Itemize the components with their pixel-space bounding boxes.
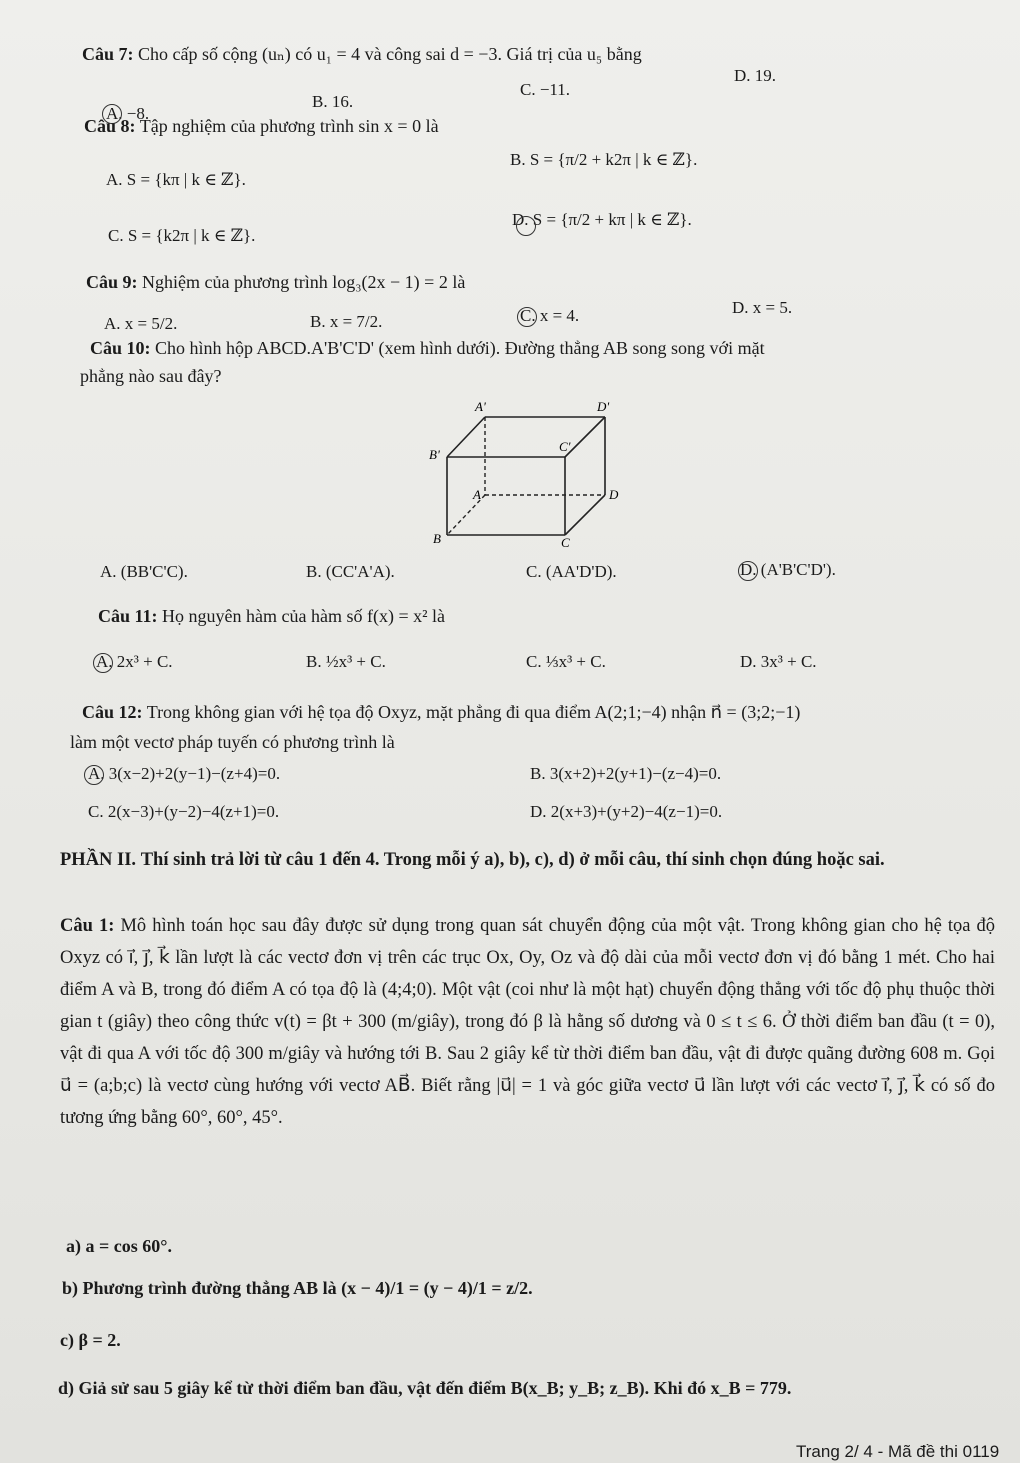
q8-title: Câu 8: — [84, 116, 136, 136]
q8-option-d[interactable]: D. S = {π/2 + kπ | k ∈ ℤ}. — [512, 210, 692, 229]
q8-option-a[interactable]: A. S = {kπ | k ∈ ℤ}. — [106, 170, 246, 189]
q10-text: Cho hình hộp ABCD.A'B'C'D' (xem hình dưới). Đường thẳng AB song song với mặt — [155, 338, 765, 358]
q12-answer-circle — [84, 765, 104, 785]
q8-option-c[interactable]: C. S = {k2π | k ∈ ℤ}. — [108, 226, 256, 245]
c1-statement-a[interactable]: a) a = cos 60°. — [66, 1236, 172, 1256]
part2-intro — [60, 846, 995, 874]
label-b1: B' — [429, 447, 440, 462]
q12-line — [82, 702, 800, 723]
label-d1: D' — [597, 399, 610, 414]
q8-answer-circle — [516, 216, 536, 236]
q12-option-a[interactable]: A. 3(x−2)+2(y−1)−(z+4)=0. — [88, 764, 281, 783]
q10-answer-circle — [738, 561, 758, 581]
part2-text: Thí sinh trả lời từ câu 1 đến 4. Trong mỗi ý a), b), c), d) ở mỗi câu, thí sinh chọn đúng hoặc sai. — [140, 850, 885, 870]
q11-answer-circle — [93, 653, 113, 673]
part2-title: PHẦN II. — [60, 850, 137, 870]
q11-line — [98, 606, 445, 627]
q9-option-a[interactable]: A. x = 5/2. — [104, 314, 178, 333]
q12-option-d[interactable]: D. 2(x+3)+(y+2)−4(z−1)=0. — [530, 802, 723, 821]
q7-option-a[interactable]: A. −8. — [106, 104, 150, 123]
edge-d1-c1 — [565, 417, 605, 457]
label-d: D — [609, 487, 619, 502]
q9-title: Câu 9: — [86, 272, 138, 292]
q10-option-d[interactable]: D. (A'B'C'D'). — [740, 560, 836, 579]
q12-line-2: làm một vectơ pháp tuyến có phương trình là — [70, 732, 395, 752]
c1-title: Câu 1: — [60, 916, 115, 936]
q9-text: Nghiệm của phương trình log₃(2x − 1) = 2 là — [142, 272, 466, 292]
label-b: B — [433, 531, 441, 546]
q12-title: Câu 12: — [82, 702, 143, 722]
q10-title: Câu 10: — [90, 338, 151, 358]
q7-title: Câu 7: — [82, 44, 134, 64]
q11-option-a[interactable]: A. 2x³ + C. — [96, 652, 173, 671]
q9-option-d[interactable]: D. x = 5. — [732, 298, 793, 317]
q11-option-d[interactable]: D. 3x³ + C. — [740, 652, 817, 671]
q12-option-c[interactable]: C. 2(x−3)+(y−2)−4(z+1)=0. — [88, 802, 280, 821]
q10-line-2: phẳng nào sau đây? — [80, 366, 222, 386]
q12-option-b[interactable]: B. 3(x+2)+2(y+1)−(z−4)=0. — [530, 764, 722, 783]
c1-text: Mô hình toán học sau đây được sử dụng trong quan sát chuyển động của một vật. Trong không gian cho hệ tọa độ Oxyz có i⃗, j⃗, k⃗ lần lượt là các vectơ đơn vị trên các trục Ox, Oy, Oz và độ dài của mỗi vectơ đơn vị đó bằng 1 mét. Cho hai điểm A và B, trong đó điểm A có tọa độ là (4;4;0). Một vật (coi như là một hạt) chuyển động thẳng với tốc độ phụ thuộc thời gian t (giây) theo công thức v(t) = βt + 300 (m/giây), trong đó β là hằng số dương và 0 ≤ t ≤ 6. Ở thời điểm ban đầu (t = 0), vật đi qua A với tốc độ 300 m/giây và hướng tới B. Sau 2 giây kể từ thời điểm ban đầu, vật đi được quãng đường 608 m. Gọi u⃗ = (a;b;c) là vectơ cùng hướng với vectơ AB⃗. Biết rằng |u⃗| = 1 và góc giữa vectơ u⃗ lần lượt với các vectơ i⃗, j⃗, k⃗ có số đo tương ứng bằng 60°, 60°, 45°. — [60, 916, 996, 1128]
q8-option-b[interactable]: B. S = {π/2 + k2π | k ∈ ℤ}. — [510, 150, 698, 169]
q10-line — [90, 338, 765, 359]
q7-option-d[interactable]: D. 19. — [734, 66, 777, 85]
label-c: C — [561, 535, 570, 550]
q10-option-a[interactable]: A. (BB'C'C). — [100, 562, 188, 581]
c1-statement-c[interactable]: c) β = 2. — [60, 1330, 121, 1350]
q9-line — [86, 272, 465, 293]
q10-option-c[interactable]: C. (AA'D'D). — [526, 562, 617, 581]
q7-option-c[interactable]: C. −11. — [520, 80, 571, 99]
q10-option-b[interactable]: B. (CC'A'A). — [306, 562, 395, 581]
q7-text: Cho cấp số cộng (uₙ) có u₁ = 4 và công sai d = −3. Giá trị của u₅ bằng — [138, 44, 642, 64]
edge-a1-b1 — [447, 417, 485, 457]
c1-statement-d[interactable]: d) Giả sử sau 5 giây kể từ thời điểm ban đầu, vật đến điểm B(x_B; y_B; z_B). Khi đó x_B = 779. — [58, 1378, 792, 1398]
q11-text: Họ nguyên hàm của hàm số f(x) = x² là — [162, 606, 445, 626]
q8-text: Tập nghiệm của phương trình sin x = 0 là — [139, 116, 439, 136]
label-c1: C' — [559, 439, 571, 454]
q9-option-c[interactable]: C. x = 4. — [520, 306, 580, 325]
q7-option-b[interactable]: B. 16. — [312, 92, 354, 111]
page-footer: Trang 2/ 4 - Mã đề thi 0119 — [796, 1442, 1000, 1461]
q11-option-b[interactable]: B. ½x³ + C. — [306, 652, 386, 671]
label-a1: A' — [475, 399, 486, 414]
parallelepiped-figure — [405, 395, 635, 555]
q11-title: Câu 11: — [98, 606, 158, 626]
edge-c-d — [565, 495, 605, 535]
q11-option-c[interactable]: C. ⅓x³ + C. — [526, 652, 606, 671]
c1-statement-b[interactable]: b) Phương trình đường thẳng AB là (x − 4)/1 = (y − 4)/1 = z/2. — [62, 1278, 533, 1298]
label-a: A — [473, 487, 481, 502]
q8-line — [84, 116, 439, 137]
q7-line — [82, 44, 642, 65]
q12-text: Trong không gian với hệ tọa độ Oxyz, mặt phẳng đi qua điểm A(2;1;−4) nhận n⃗ = (3;2;−1) — [146, 702, 801, 722]
q9-option-b[interactable]: B. x = 7/2. — [310, 312, 383, 331]
q9-answer-circle — [517, 307, 537, 327]
c1-body — [60, 910, 995, 1134]
